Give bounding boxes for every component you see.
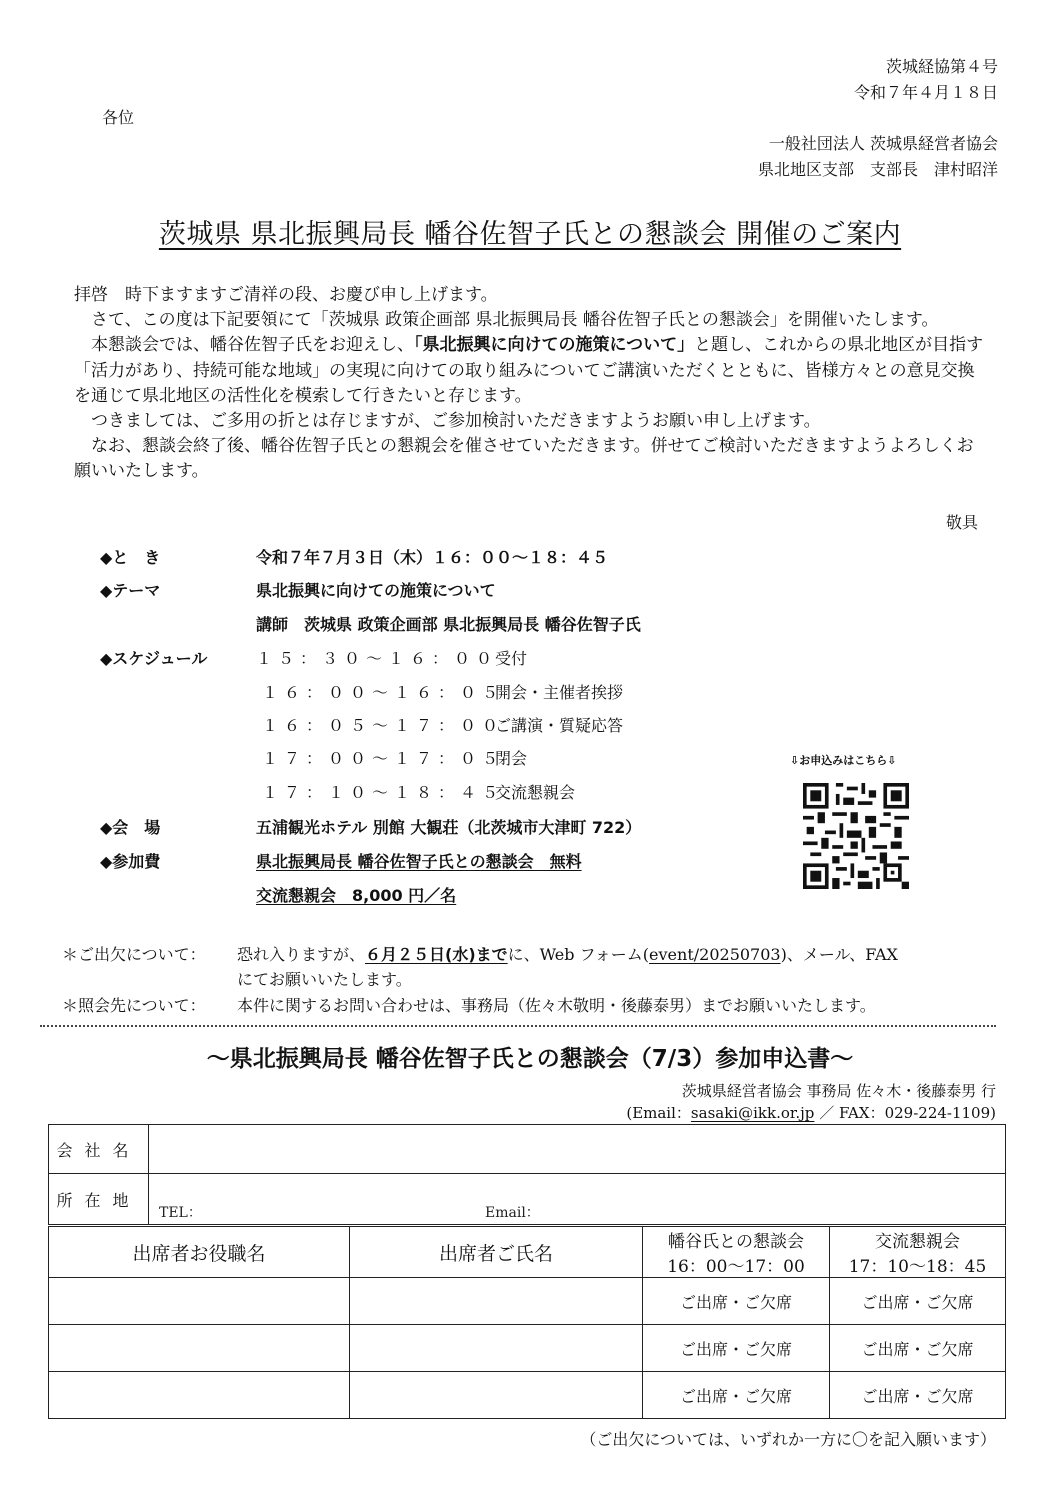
address-label: 所在地 bbox=[49, 1174, 149, 1225]
table-row bbox=[49, 1278, 1006, 1325]
fee-label: ◆参加費 bbox=[100, 852, 161, 871]
schedule-desc: 開会・主催者挨拶 bbox=[495, 683, 624, 702]
form-title: ～県北振興局長 幡谷佐智子氏との懇談会（7/3）参加申込書～ bbox=[206, 1046, 854, 1072]
col-meeting-time: 16：00～17：00 bbox=[667, 1257, 805, 1277]
fee-party: 交流懇親会 8,000 円／名 bbox=[256, 886, 457, 905]
form-contact bbox=[626, 1102, 996, 1123]
form-contact-a: (Email： bbox=[626, 1104, 691, 1122]
col-party-time: 17：10～18：45 bbox=[848, 1257, 987, 1277]
schedule-time: １７：１０～１８：４５ bbox=[262, 783, 505, 802]
paragraph-request: つきましては、ご多用の折とは存じますが、ご参加検討いただきますようお願い申し上げます。 bbox=[91, 411, 821, 432]
party-attendance[interactable]: ご出席・ご欠席 bbox=[830, 1372, 1006, 1419]
schedule-time: １６：０５～１７：００ bbox=[262, 716, 505, 735]
letter-body bbox=[74, 283, 986, 485]
rsvp-text-c: )、メール、FAX bbox=[780, 945, 898, 964]
name-field[interactable] bbox=[350, 1325, 643, 1372]
form-contact-b: ／ FAX：029-224-1109) bbox=[814, 1104, 996, 1122]
address-row bbox=[49, 1174, 1006, 1225]
form-recipient: 茨城県経営者協会 事務局 佐々木・後藤泰男 行 bbox=[681, 1082, 996, 1100]
contact-note: 本件に関するお問い合わせは、事務局（佐々木敬明・後藤泰男）までお願いいたします。 bbox=[237, 996, 876, 1015]
application-form-table bbox=[48, 1124, 1006, 1225]
schedule-time: １５：３０～１６：００ bbox=[256, 649, 499, 668]
col-name-header: 出席者ご氏名 bbox=[350, 1227, 643, 1278]
paragraph-intro: さて、この度は下記要領にて「茨城県 政策企画部 県北振興局長 幡谷佐智子氏との懇談会」を開催いたします。 bbox=[91, 310, 939, 331]
position-field[interactable] bbox=[49, 1325, 350, 1372]
cut-line bbox=[40, 1025, 996, 1027]
col-party-title: 交流懇親会 bbox=[875, 1232, 960, 1252]
email-link[interactable]: sasaki@ikk.or.jp bbox=[690, 1104, 815, 1122]
purpose-theme: 「県北振興に向けての施策について」 bbox=[414, 335, 695, 356]
theme-value: 県北振興に向けての施策について bbox=[256, 581, 496, 600]
tel-label: TEL： bbox=[159, 1205, 202, 1221]
fee-meeting: 県北振興局長 幡谷佐智子氏との懇談会 無料 bbox=[256, 852, 582, 871]
sender-organization: 一般社団法人 茨城県経営者協会 bbox=[768, 134, 998, 153]
contact-label: ＊照会先について： bbox=[62, 996, 206, 1015]
schedule-time: １７：００～１７：０５ bbox=[262, 749, 505, 768]
table-row bbox=[49, 1325, 1006, 1372]
issue-date: 令和７年４月１８日 bbox=[853, 83, 998, 102]
addressee: 各位 bbox=[102, 108, 135, 127]
schedule-desc: ご講演・質疑応答 bbox=[495, 716, 624, 735]
paragraph-purpose bbox=[74, 333, 986, 409]
schedule-desc: 交流懇親会 bbox=[495, 783, 576, 802]
rsvp-deadline: ６月２５日(水)まで bbox=[365, 945, 508, 964]
attendee-header-row bbox=[49, 1227, 1006, 1278]
qr-code-icon[interactable] bbox=[803, 783, 909, 889]
table-row bbox=[49, 1372, 1006, 1419]
name-field[interactable] bbox=[350, 1372, 643, 1419]
schedule-desc: 閉会 bbox=[495, 749, 528, 768]
schedule-desc: 受付 bbox=[495, 649, 528, 668]
theme-label: ◆テーマ bbox=[100, 581, 161, 600]
meeting-attendance[interactable]: ご出席・ご欠席 bbox=[643, 1278, 830, 1325]
form-footnote: （ご出欠については、いずれか一方に〇を記入願います） bbox=[580, 1430, 996, 1449]
col-meeting-title: 幡谷氏との懇談会 bbox=[668, 1232, 804, 1252]
purpose-text-a: 本懇談会では、幡谷佐智子氏をお迎えし、 bbox=[91, 335, 414, 356]
sender-person: 県北地区支部 支部長 津村昭洋 bbox=[757, 160, 998, 179]
venue-label: ◆会 場 bbox=[100, 818, 161, 837]
rsvp-note-line2: にてお願いいたします。 bbox=[237, 970, 412, 989]
company-field[interactable] bbox=[149, 1125, 1006, 1174]
col-meeting-header bbox=[643, 1227, 830, 1278]
address-field[interactable] bbox=[149, 1174, 1006, 1225]
company-label: 会社名 bbox=[49, 1125, 149, 1174]
meeting-attendance[interactable]: ご出席・ご欠席 bbox=[643, 1325, 830, 1372]
purpose-text-c: と題し、これからの県北地区が目指す「活力があり、持続可能な地域」の実現に向けての取り組みについてご講演いただくとともに、皆様方々との意見交換を通じて県北地区の活性化を模索して行きたいと存じます。 bbox=[74, 335, 984, 406]
venue-value: 五浦観光ホテル 別館 大観荘（北茨城市大津町 722） bbox=[256, 818, 642, 837]
attendee-table bbox=[48, 1226, 1006, 1419]
webform-link[interactable]: event/20250703 bbox=[649, 945, 781, 964]
position-field[interactable] bbox=[49, 1278, 350, 1325]
rsvp-label: ＊ご出欠について： bbox=[62, 945, 206, 964]
page-title: 茨城県 県北振興局長 幡谷佐智子氏との懇談会 開催のご案内 bbox=[158, 219, 902, 250]
rsvp-text-a: 恐れ入りますが、 bbox=[237, 945, 366, 964]
name-field[interactable] bbox=[350, 1278, 643, 1325]
company-row bbox=[49, 1125, 1006, 1174]
schedule-time: １６：００～１６：０５ bbox=[262, 683, 505, 702]
meeting-attendance[interactable]: ご出席・ご欠席 bbox=[643, 1372, 830, 1419]
col-position-header: 出席者お役職名 bbox=[49, 1227, 350, 1278]
qr-caption: ⇩お申込みはこちら⇩ bbox=[790, 754, 897, 767]
paragraph-party: なお、懇談会終了後、幡谷佐智子氏との懇親会を催させていただきます。併せてご検討いただきますようよろしくお願いいたします。 bbox=[74, 436, 974, 482]
when-value: 令和７年７月３日（木）１６：００～１８：４５ bbox=[256, 548, 609, 567]
col-party-header bbox=[830, 1227, 1006, 1278]
party-attendance[interactable]: ご出席・ご欠席 bbox=[830, 1325, 1006, 1372]
reference-number: 茨城経協第４号 bbox=[885, 57, 998, 76]
when-label: ◆と き bbox=[100, 548, 161, 567]
position-field[interactable] bbox=[49, 1372, 350, 1419]
rsvp-note bbox=[237, 942, 898, 965]
party-attendance[interactable]: ご出席・ご欠席 bbox=[830, 1278, 1006, 1325]
speaker-value: 講師 茨城県 政策企画部 県北振興局長 幡谷佐智子氏 bbox=[256, 615, 641, 634]
greeting: 拝啓 時下ますますご清祥の段、お慶び申し上げます。 bbox=[74, 285, 498, 305]
rsvp-text-b: に、Web フォーム( bbox=[507, 945, 650, 964]
closing-word: 敬具 bbox=[945, 513, 978, 532]
email-field-label: Email： bbox=[485, 1205, 540, 1221]
schedule-label: ◆スケジュール bbox=[100, 649, 208, 668]
